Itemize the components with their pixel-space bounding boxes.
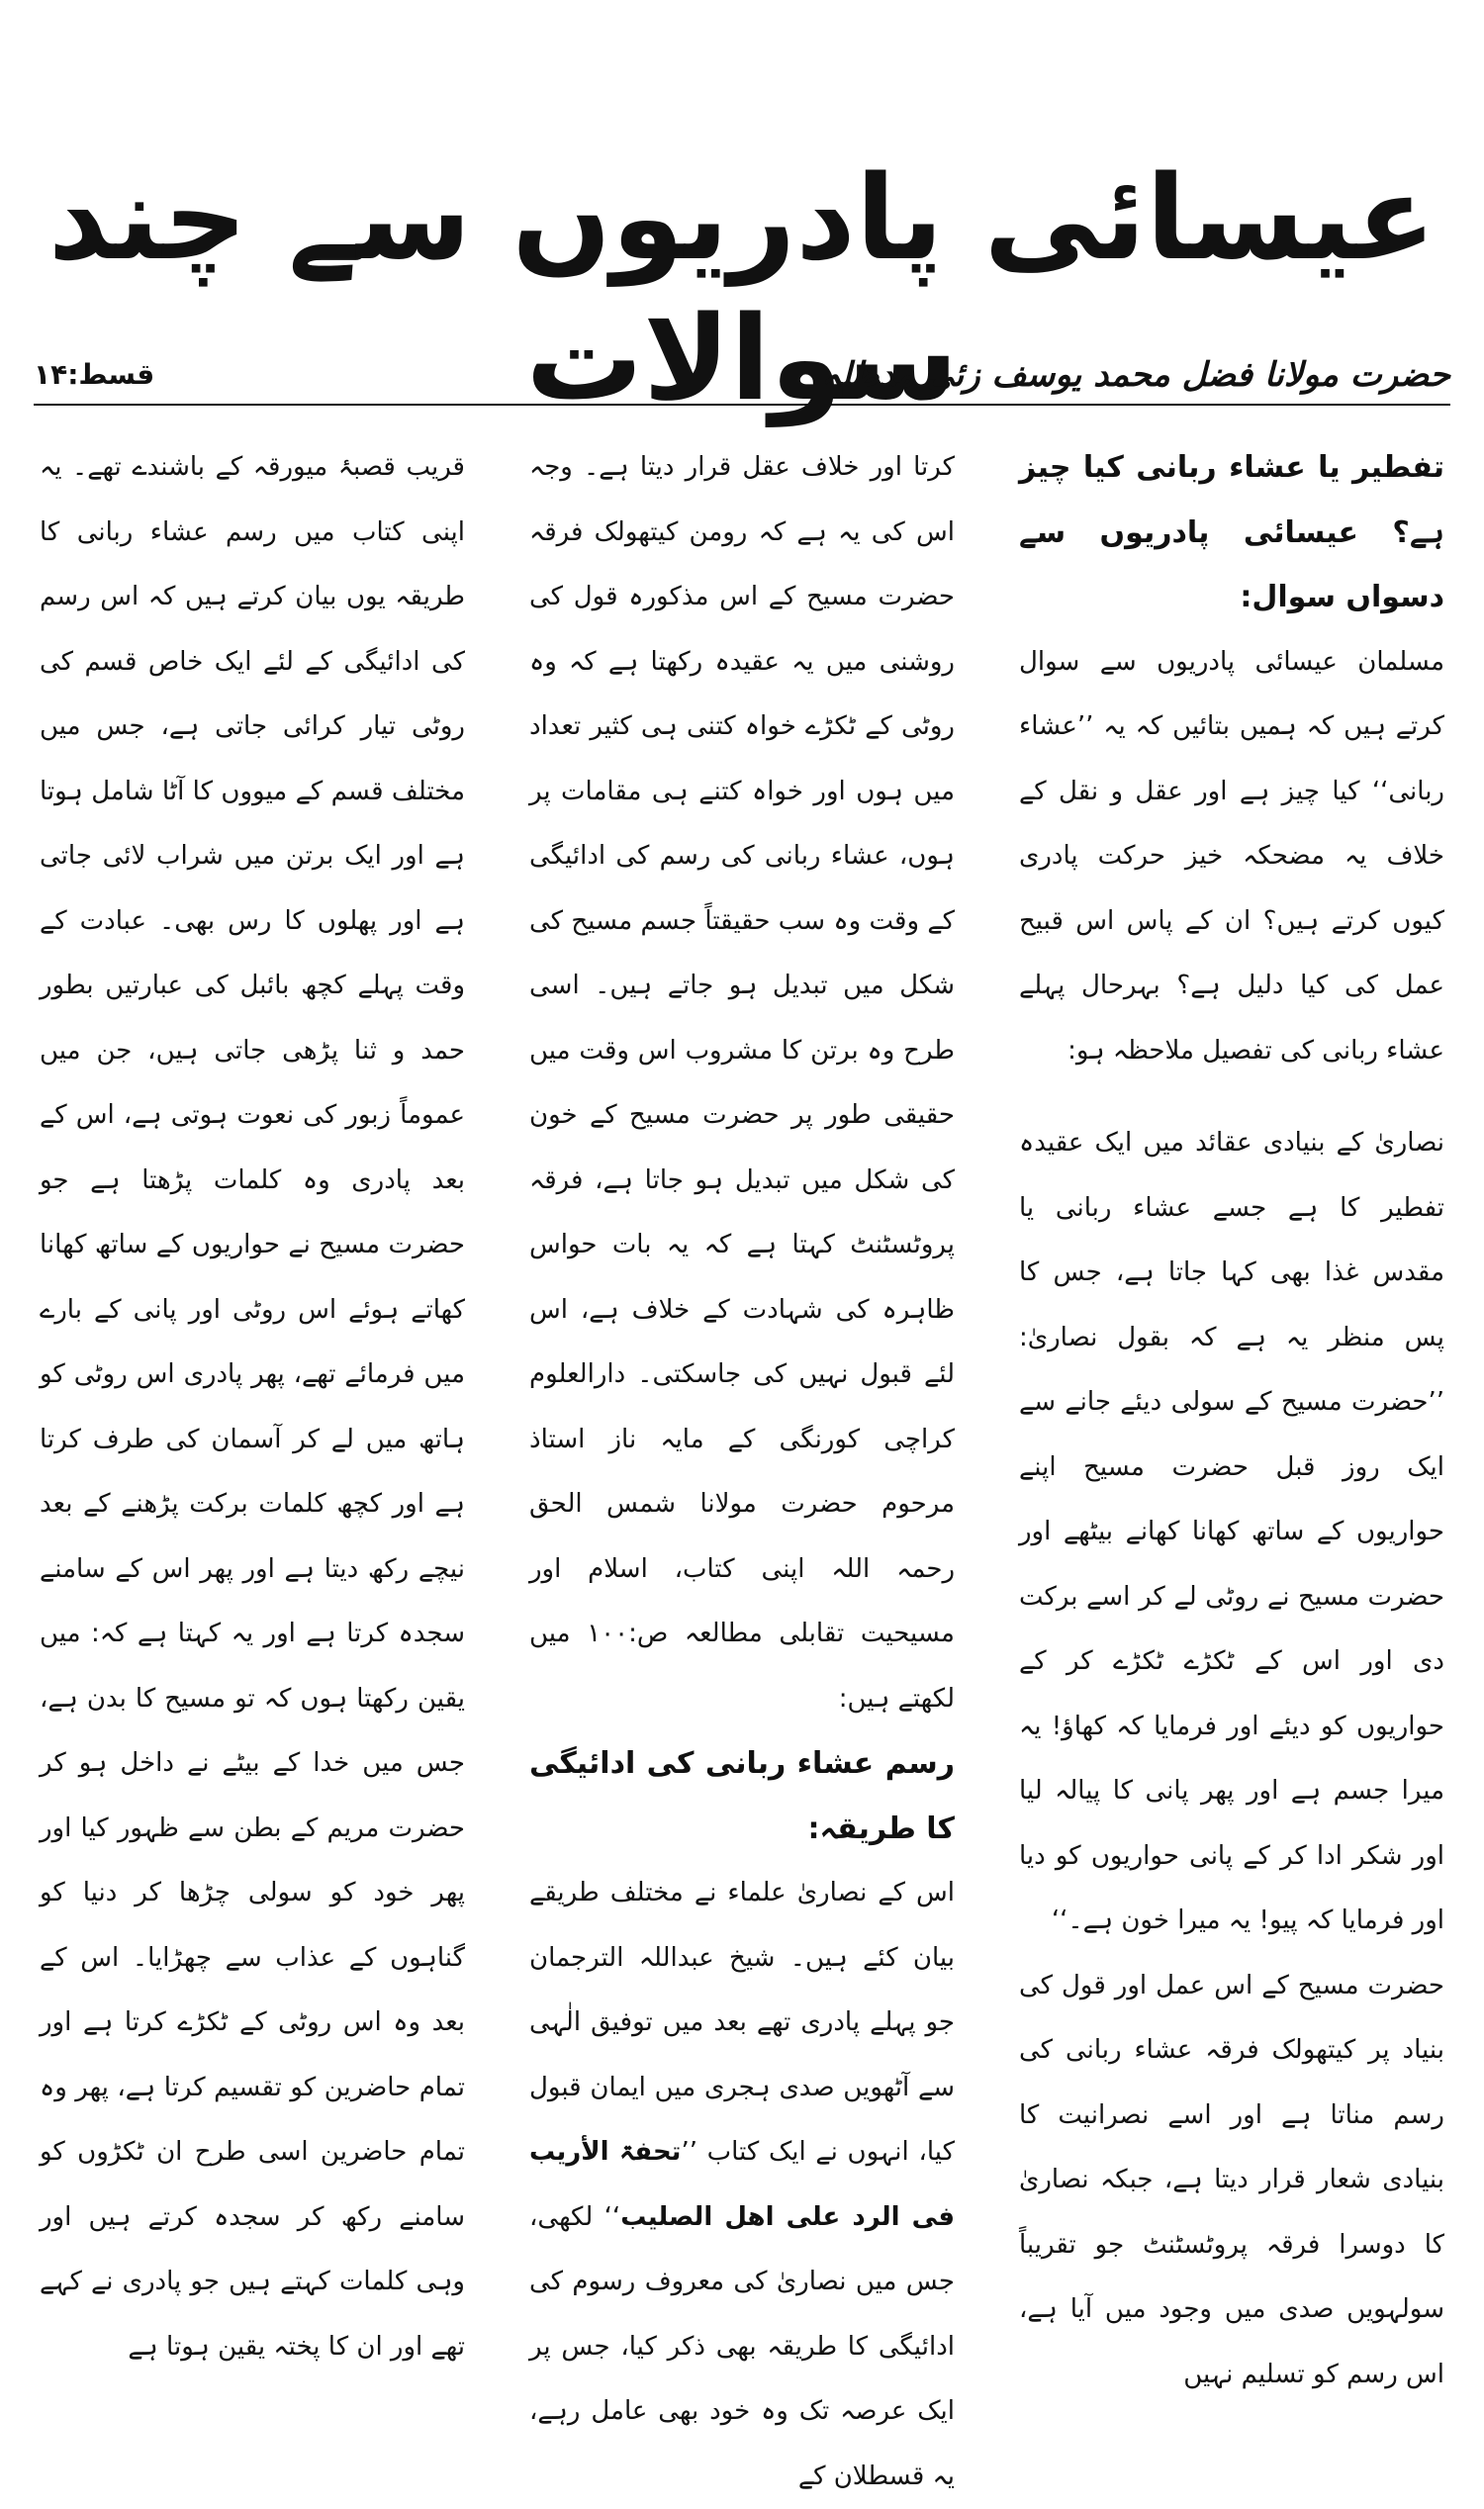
paragraph: حضرت مسیح کے اس عمل اور قول کی بنیاد پر کیتھولک فرقہ عشاء ربانی کی رسم مناتا ہے اور اسے نصرانیت کا بنیادی شعار قرار دیتا ہے، جبکہ نصاریٰ کا دوسرا فرقہ پروٹسٹنٹ جو تقریباً سولہویں صدی میں وجود میں آیا ہے، اس رسم کو تسلیم نہیں (1019, 1970, 1444, 2389)
section-heading-tenth-question: تفطیر یا عشاء ربانی کیا چیز ہے؟ عیسائی پادریوں سے دسواں سوال: (1019, 450, 1444, 614)
column-right (1019, 435, 1444, 2389)
column-left (40, 435, 465, 2362)
paragraph-text: ‘‘ لکھی، جس میں نصاریٰ کی معروف رسوم کی ادائیگی کا طریقہ بھی ذکر کیا، جس پر ایک عرصہ تک وہ خود بھی عامل رہے، یہ قسطلان کے (529, 2201, 955, 2491)
article-title: عیسائی پادریوں سے چند سوالات (47, 149, 1437, 426)
paragraph: مسلمان عیسائی پادریوں سے سوال کرتے ہیں کہ ہمیں بتائیں کہ یہ ’’عشاء ربانی‘‘ کیا چیز ہے اور عقل و نقل کے خلاف یہ مضحکہ خیز حرکت پادری کیوں کرتے ہیں؟ ان کے پاس اس قبیح عمل کی کیا دلیل ہے؟ بہرحال پہلے عشاء ربانی کی تفصیل ملاحظہ ہو: (1019, 646, 1444, 1066)
author-name: حضرت مولانا فضل محمد یوسف زئی مدظلہ (821, 355, 1450, 395)
paragraph (529, 1861, 955, 2509)
paragraph: قریب قصبۂ میورقہ کے باشندے تھے۔ یہ اپنی کتاب میں رسم عشاء ربانی کا طریقہ یوں بیان کرتے ہیں کہ اس رسم کی ادائیگی کے لئے ایک خاص قسم کی روٹی تیار کرائی جاتی ہے، جس میں مختلف قسم کے میووں کا آٹا شامل ہوتا ہے اور ایک برتن میں شراب لائی جاتی ہے اور پھلوں کا رس بھی۔ عبادت کے وقت پہلے کچھ بائبل کی عبارتیں بطور حمد و ثنا پڑھی جاتی ہیں، جن میں عموماً زبور کی نعوت ہوتی ہے، اس کے بعد پادری وہ کلمات پڑھتا ہے جو حضرت مسیح نے حواریوں کے ساتھ کھانا کھاتے ہوئے اس روٹی اور پانی کے بارے میں فرمائے تھے، پھر پادری اس روٹی کو ہاتھ میں لے کر آسمان کی طرف کرتا ہے اور کچھ کلمات برکت پڑھنے کے بعد نیچے رکھ دیتا ہے اور پھر اس کے سامنے سجدہ کرتا ہے اور یہ کہتا ہے کہ: میں یقین رکھتا ہوں کہ تو مسیح کا بدن ہے، جس میں خدا کے بیٹے نے داخل ہو کر حضرت مریم کے بطن سے ظہور کیا اور پھر خود کو سولی چڑھا کر دنیا کو گناہوں کے عذاب سے چھڑایا۔ اس کے بعد وہ اس روٹی کے ٹکڑے کرتا ہے اور تمام حاضرین کو تقسیم کرتا ہے، پھر وہ تمام حاضرین اسی طرح ان ٹکڑوں کو سامنے رکھ کر سجدہ کرتے ہیں اور وہی کلمات کہتے ہیں جو پادری نے کہے تھے اور ان کا پختہ یقین ہوتا ہے (40, 452, 465, 2362)
column-middle (529, 435, 955, 2491)
byline-bar (34, 354, 1450, 406)
paragraph: کرتا اور خلاف عقل قرار دیتا ہے۔ وجہ اس کی یہ ہے کہ رومن کیتھولک فرقہ حضرت مسیح کے اس مذکورہ قول کی روشنی میں یہ عقیدہ رکھتا ہے کہ وہ روٹی کے ٹکڑے خواہ کتنی ہی کثیر تعداد میں ہوں اور خواہ کتنے ہی مقامات پر ہوں، عشاء ربانی کی رسم کی ادائیگی کے وقت وہ سب حقیقتاً جسم مسیح کی شکل میں تبدیل ہو جاتے ہیں۔ اسی طرح وہ برتن کا مشروب اس وقت میں حقیقی طور پر حضرت مسیح کے خون کی شکل میں تبدیل ہو جاتا ہے، فرقہ پروٹسٹنٹ کہتا ہے کہ یہ بات حواس ظاہرہ کی شہادت کے خلاف ہے، اس لئے قبول نہیں کی جاسکتی۔ دارالعلوم کراچی کورنگی کے مایہ ناز استاذ مرحوم حضرت مولانا شمس الحق رحمہ اللہ اپنی کتاب، اسلام اور مسیحیت تقابلی مطالعہ ص:۱۰۰ میں لکھتے ہیں: (529, 452, 955, 1714)
paragraph: نصاریٰ کے بنیادی عقائد میں ایک عقیدہ تفطیر کا ہے جسے عشاء ربانی یا مقدس غذا بھی کہا جاتا ہے، جس کا پس منظر یہ ہے کہ بقول نصاریٰ: ’’حضرت مسیح کے سولی دیئے جانے سے ایک روز قبل حضرت مسیح اپنے حواریوں کے ساتھ کھانا کھانے بیٹھے اور حضرت مسیح نے روٹی لے کر اسے برکت دی اور اس کے ٹکڑے ٹکڑے کر کے حواریوں کو دیئے اور فرمایا کہ کھاؤ! یہ میرا جسم ہے اور پھر پانی کا پیالہ لیا اور شکر ادا کر کے پانی حواریوں کو دیا اور فرمایا کہ پیو! یہ میرا خون ہے۔‘‘ (1019, 1128, 1444, 1935)
book-title: تحفۃ الأریب فی الرد علی اھل الصلیب (529, 2137, 955, 2232)
paragraph-text: اس کے نصاریٰ علماء نے مختلف طریقے بیان کئے ہیں۔ شیخ عبداللہ الترجمان جو پہلے پادری تھے بعد میں توفیق الٰہی سے آٹھویں صدی ہجری میں ایمان قبول کیا، انہوں نے ایک کتاب ’’ (529, 1878, 955, 2167)
episode-number: قسط:۱۴ (34, 358, 155, 391)
section-heading-ritual-method: رسم عشاء ربانی کی ادائیگی کا طریقہ: (529, 1746, 955, 1846)
